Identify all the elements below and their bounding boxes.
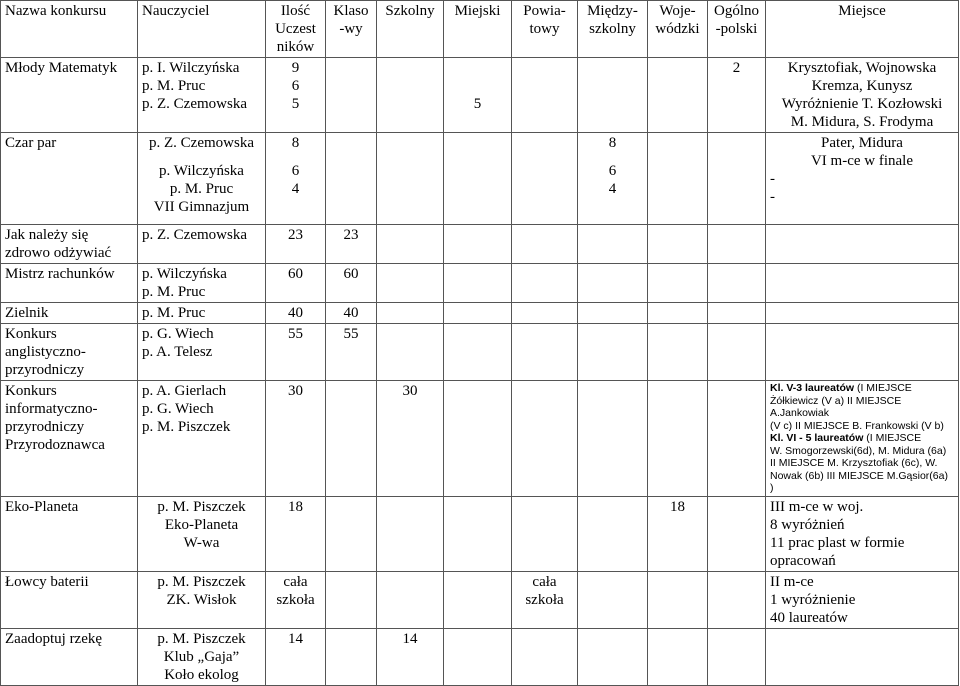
cell-konkurs: Mistrz rachunków [1, 264, 138, 303]
cell-konkurs: Czar par [1, 133, 138, 225]
cell-powiatowy [512, 58, 578, 133]
cell-szkolny [377, 496, 444, 571]
cell-miejsce: II m-ce 1 wyróżnienie 40 laureatów [766, 571, 959, 628]
cell-wojewodzki [648, 264, 708, 303]
cell-miejski [444, 381, 512, 497]
cell-szkolny: 30 [377, 381, 444, 497]
cell-konkurs: Łowcy baterii [1, 571, 138, 628]
cell-wojewodzki [648, 381, 708, 497]
cell-miejsce: Krysztofiak, Wojnowska Kremza, Kunysz Wyróżnienie T. Kozłowski M. Midura, S. Frodyma [766, 58, 959, 133]
cell-miejsce [766, 303, 959, 324]
cell-powiatowy [512, 324, 578, 381]
cell-wojewodzki [648, 225, 708, 264]
cell-miejski [444, 628, 512, 685]
cell-klasowy [326, 571, 377, 628]
cell-miejsce [766, 628, 959, 685]
cell-miejski [444, 496, 512, 571]
cell-ogolnopolski [708, 225, 766, 264]
cell-nauczyciel: p. M. Piszczek ZK. Wisłok [138, 571, 266, 628]
cell-nauczyciel: p. Wilczyńska p. M. Pruc [138, 264, 266, 303]
table-row [1, 133, 959, 225]
header-konkurs: Nazwa konkursu [1, 1, 138, 58]
cell-miejski: 5 [444, 58, 512, 133]
table-row [1, 58, 959, 133]
cell-ilosc: 23 [266, 225, 326, 264]
cell-miedzyszkolny [578, 324, 648, 381]
header-szkolny: Szkolny [377, 1, 444, 58]
table-row [1, 324, 959, 381]
cell-ogolnopolski [708, 381, 766, 497]
cell-powiatowy [512, 133, 578, 225]
cell-miedzyszkolny [578, 303, 648, 324]
header-powiatowy: Powia- towy [512, 1, 578, 58]
cell-ogolnopolski [708, 133, 766, 225]
cell-szkolny [377, 133, 444, 225]
header-miedzyszkolny: Między- szkolny [578, 1, 648, 58]
cell-miejski [444, 225, 512, 264]
cell-wojewodzki: 18 [648, 496, 708, 571]
cell-nauczyciel: p. G. Wiech p. A. Telesz [138, 324, 266, 381]
cell-miedzyszkolny [578, 496, 648, 571]
table-row [1, 628, 959, 685]
table-row [1, 381, 959, 497]
cell-ilosc: 40 [266, 303, 326, 324]
cell-klasowy [326, 628, 377, 685]
cell-nauczyciel: p. I. Wilczyńska p. M. Pruc p. Z. Czemowska [138, 58, 266, 133]
cell-miejsce [766, 264, 959, 303]
cell-klasowy: 60 [326, 264, 377, 303]
cell-wojewodzki [648, 324, 708, 381]
cell-ogolnopolski [708, 264, 766, 303]
cell-wojewodzki [648, 58, 708, 133]
header-ogolnopolski: Ogólno -polski [708, 1, 766, 58]
cell-klasowy: 55 [326, 324, 377, 381]
cell-szkolny: 14 [377, 628, 444, 685]
cell-ilosc: 60 [266, 264, 326, 303]
cell-wojewodzki [648, 571, 708, 628]
cell-miedzyszkolny [578, 58, 648, 133]
cell-nauczyciel: p. M. Pruc [138, 303, 266, 324]
cell-miedzyszkolny [578, 381, 648, 497]
cell-konkurs: Konkurs anglistyczno- przyrodniczy [1, 324, 138, 381]
header-klasowy: Klaso -wy [326, 1, 377, 58]
header-ilosc: Ilość Uczest ników [266, 1, 326, 58]
table-row [1, 303, 959, 324]
cell-konkurs: Jak należy się zdrowo odżywiać [1, 225, 138, 264]
cell-miejski [444, 303, 512, 324]
cell-powiatowy [512, 264, 578, 303]
cell-klasowy: 23 [326, 225, 377, 264]
cell-ogolnopolski: 2 [708, 58, 766, 133]
cell-ilosc: cała szkoła [266, 571, 326, 628]
cell-ogolnopolski [708, 303, 766, 324]
cell-klasowy [326, 381, 377, 497]
cell-szkolny [377, 324, 444, 381]
cell-powiatowy [512, 225, 578, 264]
cell-klasowy: 40 [326, 303, 377, 324]
cell-powiatowy [512, 628, 578, 685]
cell-miedzyszkolny [578, 264, 648, 303]
cell-miejski [444, 264, 512, 303]
cell-ilosc: 30 [266, 381, 326, 497]
cell-konkurs: Eko-Planeta [1, 496, 138, 571]
cell-ogolnopolski [708, 571, 766, 628]
cell-ilosc: 55 [266, 324, 326, 381]
cell-konkurs: Zaadoptuj rzekę [1, 628, 138, 685]
cell-nauczyciel: p. A. Gierlach p. G. Wiech p. M. Piszczek [138, 381, 266, 497]
cell-ilosc: 8 6 4 [266, 133, 326, 225]
cell-klasowy [326, 496, 377, 571]
cell-miedzyszkolny [578, 628, 648, 685]
cell-nauczyciel: p. Z. Czemowska p. Wilczyńska p. M. Pruc VII Gimnazjum [138, 133, 266, 225]
cell-miedzyszkolny [578, 225, 648, 264]
cell-miejski [444, 133, 512, 225]
header-row [1, 1, 959, 58]
header-miejski: Miejski [444, 1, 512, 58]
cell-ilosc: 18 [266, 496, 326, 571]
cell-nauczyciel: p. Z. Czemowska [138, 225, 266, 264]
cell-miejsce [766, 324, 959, 381]
cell-ogolnopolski [708, 324, 766, 381]
cell-powiatowy [512, 381, 578, 497]
cell-wojewodzki [648, 628, 708, 685]
cell-ogolnopolski [708, 628, 766, 685]
cell-wojewodzki [648, 303, 708, 324]
table-row [1, 264, 959, 303]
cell-miejski [444, 571, 512, 628]
cell-konkurs: Zielnik [1, 303, 138, 324]
cell-miedzyszkolny [578, 571, 648, 628]
cell-miejsce [766, 225, 959, 264]
header-miejsce: Miejsce [766, 1, 959, 58]
cell-wojewodzki [648, 133, 708, 225]
cell-ilosc: 14 [266, 628, 326, 685]
cell-szkolny [377, 264, 444, 303]
cell-ilosc: 9 6 5 [266, 58, 326, 133]
cell-szkolny [377, 303, 444, 324]
cell-powiatowy [512, 496, 578, 571]
table-row [1, 225, 959, 264]
cell-miejsce: III m-ce w woj. 8 wyróżnień 11 prac plast w formie opracowań [766, 496, 959, 571]
cell-miejski [444, 324, 512, 381]
table-row [1, 571, 959, 628]
cell-miedzyszkolny: 8 6 4 [578, 133, 648, 225]
cell-powiatowy [512, 303, 578, 324]
cell-konkurs: Konkurs informatyczno- przyrodniczy Przyrodoznawca [1, 381, 138, 497]
table-row [1, 496, 959, 571]
cell-szkolny [377, 58, 444, 133]
cell-miejsce: Pater, Midura VI m-ce w finale - - [766, 133, 959, 225]
cell-ogolnopolski [708, 496, 766, 571]
cell-powiatowy: cała szkoła [512, 571, 578, 628]
cell-miejsce: Kl. V-3 laureatów (I MIEJSCE Żółkiewicz (V a) II MIEJSCE A.Jankowiak (V c) II MIEJSCE B. Frankowski (V b) Kl. VI - 5 laureatów (I MIEJSCE W. Smogorzewski(6d), M. Midura (6a) II MIEJSCE M. Krzysztofiak (6c), W. Nowak (6b) III MIEJSCE M.Gąsior(6a) ) [766, 381, 959, 497]
cell-konkurs: Młody Matematyk [1, 58, 138, 133]
cell-szkolny [377, 225, 444, 264]
header-wojewodzki: Woje- wódzki [648, 1, 708, 58]
cell-szkolny [377, 571, 444, 628]
cell-nauczyciel: p. M. Piszczek Klub „Gaja” Koło ekolog [138, 628, 266, 685]
cell-klasowy [326, 133, 377, 225]
cell-klasowy [326, 58, 377, 133]
header-nauczyciel: Nauczyciel [138, 1, 266, 58]
cell-nauczyciel: p. M. Piszczek Eko-Planeta W-wa [138, 496, 266, 571]
